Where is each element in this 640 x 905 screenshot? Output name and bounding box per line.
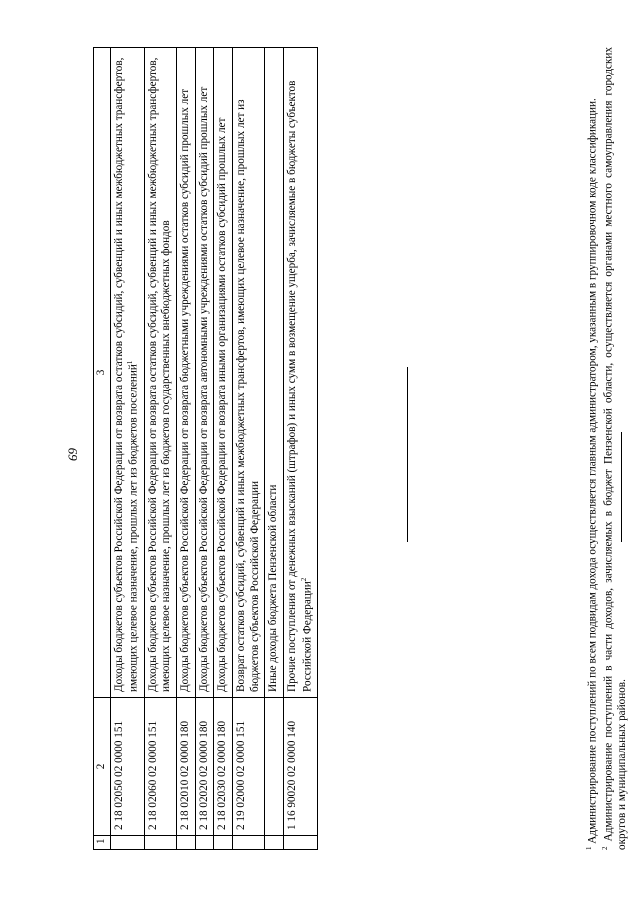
- row-col1-cell: [177, 836, 196, 850]
- row-col1-cell: [110, 836, 144, 850]
- footnote-text: Администрирование поступлений в части доходов, зачисляемых в бюджет Пензенской области, осуществляется органами местного самоуправления городских округов и муниципальных районов.: [602, 47, 629, 850]
- budget-code-cell: 2 18 02050 02 0000 151: [110, 698, 144, 836]
- row-col1-cell: [232, 836, 264, 850]
- separator-line: [621, 432, 622, 542]
- income-description-text: Иные доходы бюджета Пензенской области: [267, 484, 280, 692]
- income-description-text: Прочие поступления от денежных взысканий (штрафов) и иных сумм в возмещение ущерба, зачисляемые в бюджеты субъектов Российской Федерации: [285, 80, 314, 692]
- footnote-reference: 2: [299, 577, 308, 582]
- budget-code-cell: 1 16 90020 02 0000 140: [283, 698, 317, 836]
- income-description-cell: [144, 48, 176, 698]
- income-description-cell: [110, 48, 144, 698]
- footnote-mark: 2: [601, 846, 610, 850]
- row-col1-cell: [144, 836, 176, 850]
- table-row: [177, 48, 196, 850]
- footnote: [585, 47, 600, 850]
- budget-code-cell: 2 18 02030 02 0000 180: [214, 698, 233, 836]
- table-row: [283, 48, 317, 850]
- budget-code-cell: 2 18 02060 02 0000 151: [144, 698, 176, 836]
- column-header: 1: [94, 836, 111, 850]
- income-description-cell: [214, 48, 233, 698]
- income-description-cell: [195, 48, 214, 698]
- document-page: [55, 17, 640, 892]
- row-col1-cell: [265, 836, 284, 850]
- income-description-text: Доходы бюджетов субъектов Российской Федерации от возврата бюджетными учреждениями остатков субсидий прошлых лет: [179, 88, 192, 692]
- income-description-text: Доходы бюджетов субъектов Российской Федерации от возврата остатков субсидий, субвенций и иных межбюджетных трансфертов, имеющих целевое назначение, прошлых лет из бюджетов поселений: [112, 57, 141, 692]
- budget-code-cell: 2 18 02020 02 0000 180: [195, 698, 214, 836]
- income-description-text: Доходы бюджетов субъектов Российской Федерации от возврата иными организациями остатков субсидий прошлых лет: [216, 117, 229, 692]
- table-row: [195, 48, 214, 850]
- income-description-cell: [283, 48, 317, 698]
- column-header: 2: [94, 698, 111, 836]
- footnote-text: Администрирование поступлений по всем подвидам дохода осуществляется главным администратором, указанным в группировочном коде классификации.: [586, 98, 599, 844]
- row-col1-cell: [195, 836, 214, 850]
- table-row: [232, 48, 264, 850]
- income-description-cell: [177, 48, 196, 698]
- table-header-row: [94, 48, 111, 850]
- page-number: 69: [65, 448, 80, 461]
- table-row: [144, 48, 176, 850]
- footnote-reference: 1: [126, 360, 135, 365]
- footnote: [601, 47, 630, 850]
- budget-code-cell: 2 18 02010 02 0000 180: [177, 698, 196, 836]
- budget-code-cell: 2 19 02000 02 0000 151: [232, 698, 264, 836]
- income-description-cell: [265, 48, 284, 698]
- income-description-text: Возврат остатков субсидий, субвенций и иных межбюджетных трансфертов, имеющих целевое назначение, прошлых лет из бюджетов субъектов Российской Федерации: [234, 99, 261, 692]
- table-row: [214, 48, 233, 850]
- income-description-text: Доходы бюджетов субъектов Российской Федерации от возврата остатков субсидий, субвенций и иных межбюджетных трансфертов, имеющих целевое назначение, прошлых лет из бюджетов государственных внебюджетных фондов: [146, 57, 173, 692]
- footnotes: [585, 47, 631, 850]
- row-col1-cell: [214, 836, 233, 850]
- separator-line: [407, 367, 408, 542]
- income-description-cell: [232, 48, 264, 698]
- income-codes-table: [93, 47, 318, 850]
- row-col1-cell: [283, 836, 317, 850]
- income-description-text: Доходы бюджетов субъектов Российской Федерации от возврата автономными учреждениями остатков субсидий прошлых лет: [197, 86, 210, 692]
- table-row: [110, 48, 144, 850]
- budget-code-cell: [265, 698, 284, 836]
- footnote-mark: 1: [585, 846, 593, 850]
- table-row: [265, 48, 284, 850]
- column-header: 3: [94, 48, 111, 698]
